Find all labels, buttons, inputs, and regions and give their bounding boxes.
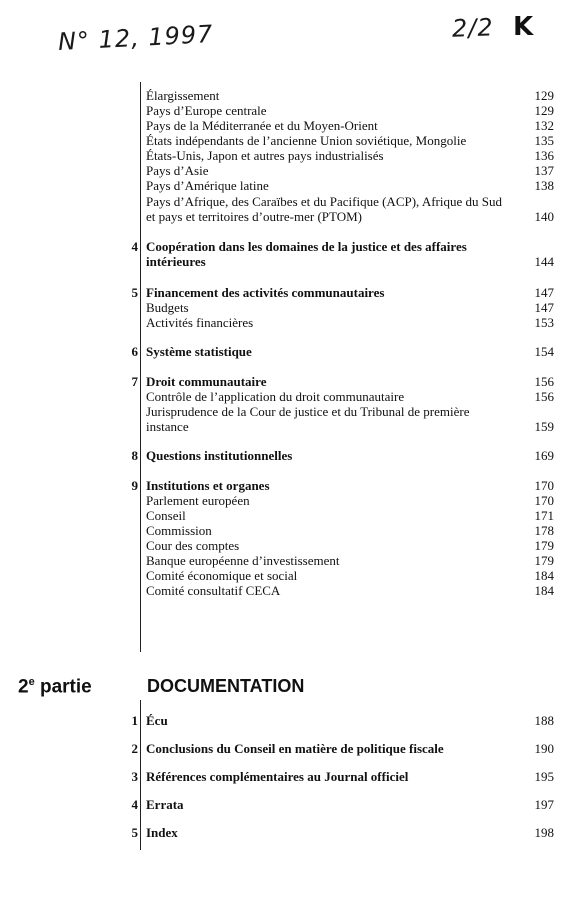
section-number: 1 bbox=[131, 713, 138, 728]
toc-entry bbox=[146, 194, 554, 224]
section-heading bbox=[146, 239, 554, 269]
section-heading bbox=[146, 741, 554, 756]
toc-entry-page: 159 bbox=[534, 419, 554, 434]
toc-entry bbox=[146, 300, 554, 315]
section-heading-page: 154 bbox=[534, 344, 554, 359]
handwritten-page-note: 2/2 bbox=[451, 13, 495, 43]
toc-entry-title: États-Unis, Japon et autres pays industrialisés bbox=[146, 148, 384, 163]
section-heading bbox=[146, 478, 554, 493]
toc-entry bbox=[146, 523, 554, 538]
toc-entry-page: 156 bbox=[534, 389, 554, 404]
toc-entry-page: 179 bbox=[534, 538, 554, 553]
toc-entry bbox=[146, 404, 554, 434]
toc-entry bbox=[146, 103, 554, 118]
toc-entry-page: 178 bbox=[534, 523, 554, 538]
toc-entry bbox=[146, 118, 554, 133]
section-heading-page: 188 bbox=[534, 713, 554, 728]
section-heading-title: Institutions et organes bbox=[146, 478, 270, 493]
toc-entry-page: 135 bbox=[534, 133, 554, 148]
section-number: 4 bbox=[131, 239, 138, 254]
toc-entry-page: 140 bbox=[534, 209, 554, 224]
section-heading-title: Coopération dans les domaines de la justice et des affaires intérieures bbox=[146, 239, 467, 269]
section-heading-page: 156 bbox=[534, 374, 554, 389]
toc-entry-title: Banque européenne d’investissement bbox=[146, 553, 340, 568]
part-title: DOCUMENTATION bbox=[147, 676, 305, 696]
handwritten-issue-note: N° 12, 1997 bbox=[57, 19, 215, 57]
toc-entry-title: Pays d’Asie bbox=[146, 163, 209, 178]
section-number: 2 bbox=[131, 741, 138, 756]
section-heading bbox=[146, 374, 554, 389]
section-number: 4 bbox=[131, 797, 138, 812]
toc-entry bbox=[146, 148, 554, 163]
section-number: 8 bbox=[131, 448, 138, 463]
toc-entry-title: Jurisprudence de la Cour de justice et du Tribunal de première instance bbox=[146, 404, 470, 434]
toc-entry bbox=[146, 538, 554, 553]
toc-entry bbox=[146, 163, 554, 178]
section-heading-title: Questions institutionnelles bbox=[146, 448, 293, 463]
section-heading-page: 169 bbox=[534, 448, 554, 463]
toc-entry-page: 138 bbox=[534, 178, 554, 193]
section-heading bbox=[146, 344, 554, 359]
section-heading-title: Système statistique bbox=[146, 344, 252, 359]
section-heading bbox=[146, 797, 554, 812]
toc-entry-title: États indépendants de l’ancienne Union soviétique, Mongolie bbox=[146, 133, 467, 148]
section-heading-page: 190 bbox=[534, 741, 554, 756]
toc-entry bbox=[146, 553, 554, 568]
toc-entry-title: Contrôle de l’application du droit communautaire bbox=[146, 389, 405, 404]
toc-entry bbox=[146, 493, 554, 508]
section-number: 7 bbox=[131, 374, 138, 389]
toc-entry-page: 147 bbox=[534, 300, 554, 315]
toc-entry-page: 184 bbox=[534, 568, 554, 583]
toc-entry-title: Budgets bbox=[146, 300, 189, 315]
toc-entry-title: Activités financières bbox=[146, 315, 254, 330]
toc-entry-title: Pays d’Amérique latine bbox=[146, 178, 269, 193]
section-number: 3 bbox=[131, 769, 138, 784]
section-heading bbox=[146, 713, 554, 728]
toc-entry-page: 170 bbox=[534, 493, 554, 508]
toc-entry-title: Parlement européen bbox=[146, 493, 250, 508]
toc-entry-page: 179 bbox=[534, 553, 554, 568]
toc-entry-page: 184 bbox=[534, 583, 554, 598]
section-heading-title: Financement des activités communautaires bbox=[146, 285, 385, 300]
toc-entry-title: Conseil bbox=[146, 508, 186, 523]
section-heading-page: 197 bbox=[534, 797, 554, 812]
part-label: 2e partie bbox=[18, 676, 92, 698]
toc-entry-title: Cour des comptes bbox=[146, 538, 240, 553]
section-heading-title: Index bbox=[146, 825, 178, 840]
toc-entry-title: Comité économique et social bbox=[146, 568, 298, 583]
section-number: 5 bbox=[131, 285, 138, 300]
section-heading-page: 195 bbox=[534, 769, 554, 784]
section-number: 9 bbox=[131, 478, 138, 493]
toc-entry-page: 129 bbox=[534, 88, 554, 103]
section-heading-page: 198 bbox=[534, 825, 554, 840]
toc-entry-page: 137 bbox=[534, 163, 554, 178]
toc-entry-page: 136 bbox=[534, 148, 554, 163]
section-heading bbox=[146, 769, 554, 784]
toc-entry bbox=[146, 508, 554, 523]
handwritten-mark: K bbox=[513, 12, 534, 42]
toc-entry bbox=[146, 315, 554, 330]
toc-entry bbox=[146, 568, 554, 583]
section-heading-title: Écu bbox=[146, 713, 168, 728]
section-heading-title: Conclusions du Conseil en matière de politique fiscale bbox=[146, 741, 444, 756]
toc-entry bbox=[146, 389, 554, 404]
section-number: 6 bbox=[131, 344, 138, 359]
toc-entry bbox=[146, 133, 554, 148]
toc-entry-title: Commission bbox=[146, 523, 212, 538]
toc-entry-title: Élargissement bbox=[146, 88, 220, 103]
toc-entry-page: 129 bbox=[534, 103, 554, 118]
toc-entry bbox=[146, 583, 554, 598]
section-heading-page: 170 bbox=[534, 478, 554, 493]
toc-entry-title: Pays d’Afrique, des Caraïbes et du Pacifique (ACP), Afrique du Sud et pays et territoires d’outre-mer (PTOM) bbox=[146, 194, 502, 224]
section-heading-page: 147 bbox=[534, 285, 554, 300]
section-heading-title: Droit communautaire bbox=[146, 374, 267, 389]
section-heading bbox=[146, 285, 554, 300]
section-heading bbox=[146, 448, 554, 463]
section-number: 5 bbox=[131, 825, 138, 840]
toc-divider-line bbox=[140, 700, 141, 850]
toc-entry-page: 132 bbox=[534, 118, 554, 133]
toc-entry bbox=[146, 178, 554, 193]
toc-entry-title: Pays de la Méditerranée et du Moyen-Orient bbox=[146, 118, 378, 133]
toc-entry-page: 171 bbox=[534, 508, 554, 523]
section-heading bbox=[146, 825, 554, 840]
toc-entry-title: Pays d’Europe centrale bbox=[146, 103, 267, 118]
toc-entry-title: Comité consultatif CECA bbox=[146, 583, 281, 598]
section-heading-page: 144 bbox=[534, 254, 554, 269]
section-heading-title: Errata bbox=[146, 797, 184, 812]
toc-entry bbox=[146, 88, 554, 103]
toc-divider-line bbox=[140, 82, 141, 652]
toc-entry-page: 153 bbox=[534, 315, 554, 330]
section-heading-title: Références complémentaires au Journal officiel bbox=[146, 769, 409, 784]
